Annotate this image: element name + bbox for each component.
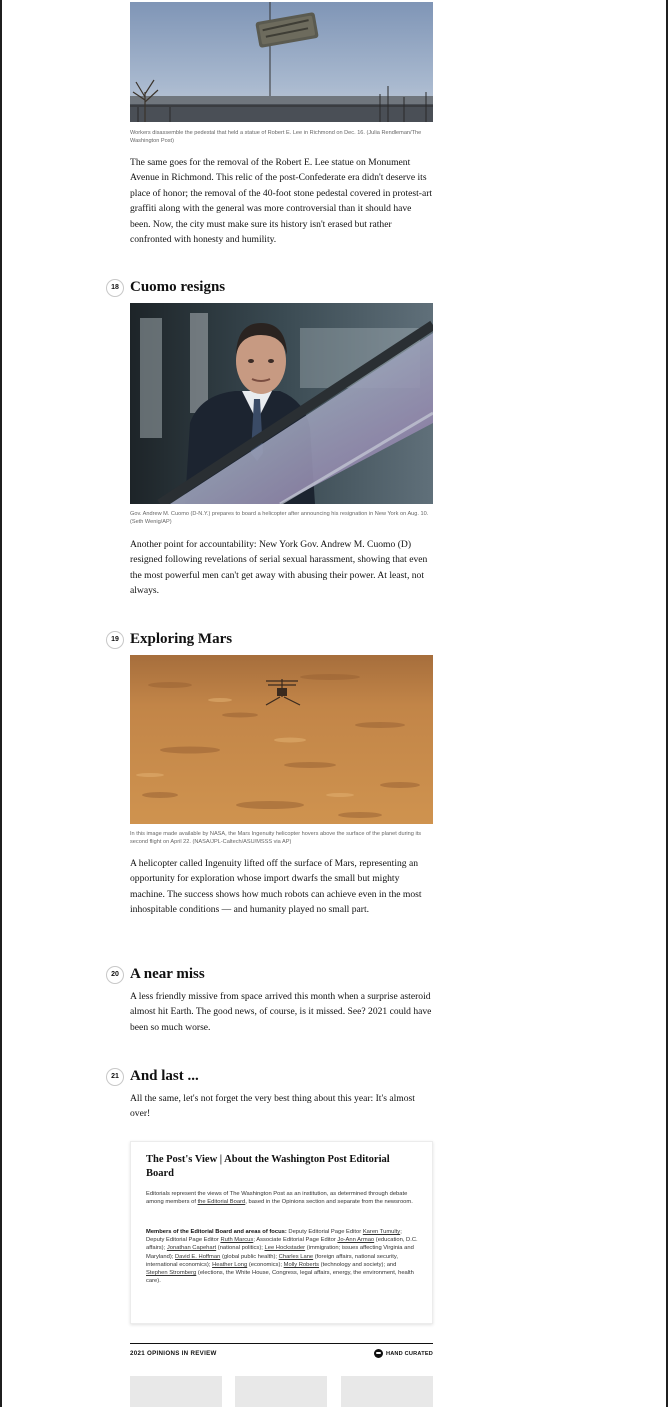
member-link-heather-long[interactable]: Heather Long bbox=[212, 1261, 248, 1268]
section-title-cuomo: Cuomo resigns bbox=[130, 279, 226, 295]
section-number-18: 18 bbox=[106, 279, 124, 297]
member-role: (immigration; issues affecting Virginia and Maryland); bbox=[146, 1245, 414, 1260]
review-card-1[interactable] bbox=[130, 1376, 222, 1407]
desc-text-end: , based in the Opinions section and separate from the newsroom. bbox=[245, 1199, 413, 1206]
cuomo-photo-caption: Gov. Andrew M. Cuomo (D-N.Y.) prepares to board a helicopter after announcing his resignation in New York on Aug. 10. (Seth Wenig/AP) bbox=[130, 511, 429, 525]
member-role: (education, D.C. affairs); bbox=[146, 1237, 418, 1252]
section-title-near-miss: A near miss bbox=[130, 966, 205, 982]
desc-text: Editorials represent the views of The Washington Post as an institution, as determined through debate among members of bbox=[146, 1191, 408, 1206]
review-card-2[interactable] bbox=[235, 1376, 327, 1407]
opinions-in-review-label: 2021 OPINIONS IN REVIEW bbox=[130, 1350, 217, 1357]
member-link-molly-roberts[interactable]: Molly Roberts bbox=[283, 1261, 320, 1268]
section-number-19: 19 bbox=[106, 631, 124, 649]
mars-photo-caption: In this image made available by NASA, the Mars Ingenuity helicopter hovers above the surface of the planet during its second flight on April 22. (NASA/JPL-Caltech/ASU/MSSS via AP) bbox=[130, 831, 422, 845]
review-divider bbox=[130, 1343, 433, 1344]
member-role: ; Associate Editorial Page Editor bbox=[253, 1237, 338, 1244]
hand-curated-label: HAND CURATED bbox=[385, 1350, 433, 1357]
member-link-jo-ann-armao[interactable]: Jo-Ann Armao bbox=[337, 1237, 375, 1244]
hand-curated-badge bbox=[374, 1349, 433, 1358]
top-photo-caption: Workers disassemble the pedestal that held a statue of Robert E. Lee in Richmond on Dec. 16. (Julia Rendleman/The Washington Post) bbox=[130, 130, 422, 144]
member-role: (elections, the White House, Congress, legal affairs, energy, the environment, health care). bbox=[146, 1270, 414, 1285]
section-number-21: 21 bbox=[106, 1068, 124, 1086]
editorial-board-box bbox=[130, 1141, 433, 1324]
section-number-20: 20 bbox=[106, 966, 124, 984]
near-miss-paragraph: A less friendly missive from space arrived this month when a surprise asteroid almost hit Earth. The good news, of course, is it missed. See? 2021 could have been so much worse. bbox=[130, 991, 432, 1033]
member-role: (economics); bbox=[247, 1261, 284, 1268]
top-paragraph: The same goes for the removal of the Robert E. Lee statue on Monument Avenue in Richmond. This relic of the post-Confederate era didn't deserve its place of honor; the removal of the 40-foot stone pedestal covered in protest-art graffiti along with the general was more controversial than it should have been. Now, the city must make sure its history isn't erased but rather confronted with honesty and humility. bbox=[130, 157, 433, 246]
section-title-mars: Exploring Mars bbox=[130, 631, 233, 647]
member-link-charles-lane[interactable]: Charles Lane bbox=[278, 1253, 314, 1260]
member-link-david-hoffman[interactable]: David E. Hoffman bbox=[175, 1253, 221, 1260]
editorial-board-description bbox=[146, 1190, 418, 1206]
member-role: (national politics); bbox=[216, 1245, 265, 1252]
member-link-stephen-stromberg[interactable]: Stephen Stromberg bbox=[146, 1270, 197, 1277]
editorial-board-members bbox=[146, 1228, 418, 1285]
section-title-and-last: And last ... bbox=[130, 1068, 199, 1084]
cuomo-photo bbox=[130, 303, 433, 504]
member-link-ruth-marcus[interactable]: Ruth Marcus bbox=[220, 1237, 254, 1244]
member-role: (foreign affairs, national security, international economics); bbox=[146, 1253, 398, 1268]
member-role: ; Deputy Editorial Page Editor bbox=[146, 1229, 402, 1244]
member-link-karen-tumulty[interactable]: Karen Tumulty bbox=[362, 1229, 401, 1235]
review-card-3[interactable] bbox=[341, 1376, 433, 1407]
mars-paragraph: A helicopter called Ingenuity lifted off the surface of Mars, representing an opportunity for exploration whose import dwarfs the small but mighty machine. The success shows how much robots can achieve even in the most inhospitable conditions — and humanity played no small part. bbox=[130, 858, 422, 916]
hand-curated-icon bbox=[374, 1349, 383, 1358]
editorial-board-title: The Post's View | About the Washington Post Editorial Board bbox=[146, 1154, 390, 1179]
cuomo-paragraph: Another point for accountability: New York Gov. Andrew M. Cuomo (D) resigned following revelations of serial sexual harassment, showing that even the most powerful men can't get away with abusing their power. At least, not always. bbox=[130, 539, 428, 597]
editorial-board-link[interactable]: the Editorial Board bbox=[197, 1199, 246, 1206]
member-link-lee-hockstader[interactable]: Lee Hockstader bbox=[264, 1245, 306, 1252]
members-heading: Members of the Editorial Board and areas of focus: bbox=[146, 1229, 287, 1235]
member-role: Deputy Editorial Page Editor bbox=[286, 1229, 363, 1235]
mars-helicopter-photo bbox=[130, 655, 433, 824]
left-frame-edge bbox=[0, 0, 2, 1407]
member-link-jonathan-capehart[interactable]: Jonathan Capehart bbox=[166, 1245, 217, 1252]
member-role: (global public health); bbox=[220, 1253, 279, 1260]
member-role: (technology and society); and bbox=[319, 1261, 397, 1268]
pedestal-removal-photo bbox=[130, 2, 433, 122]
and-last-paragraph: All the same, let's not forget the very best thing about this year: It's almost over! bbox=[130, 1093, 415, 1120]
